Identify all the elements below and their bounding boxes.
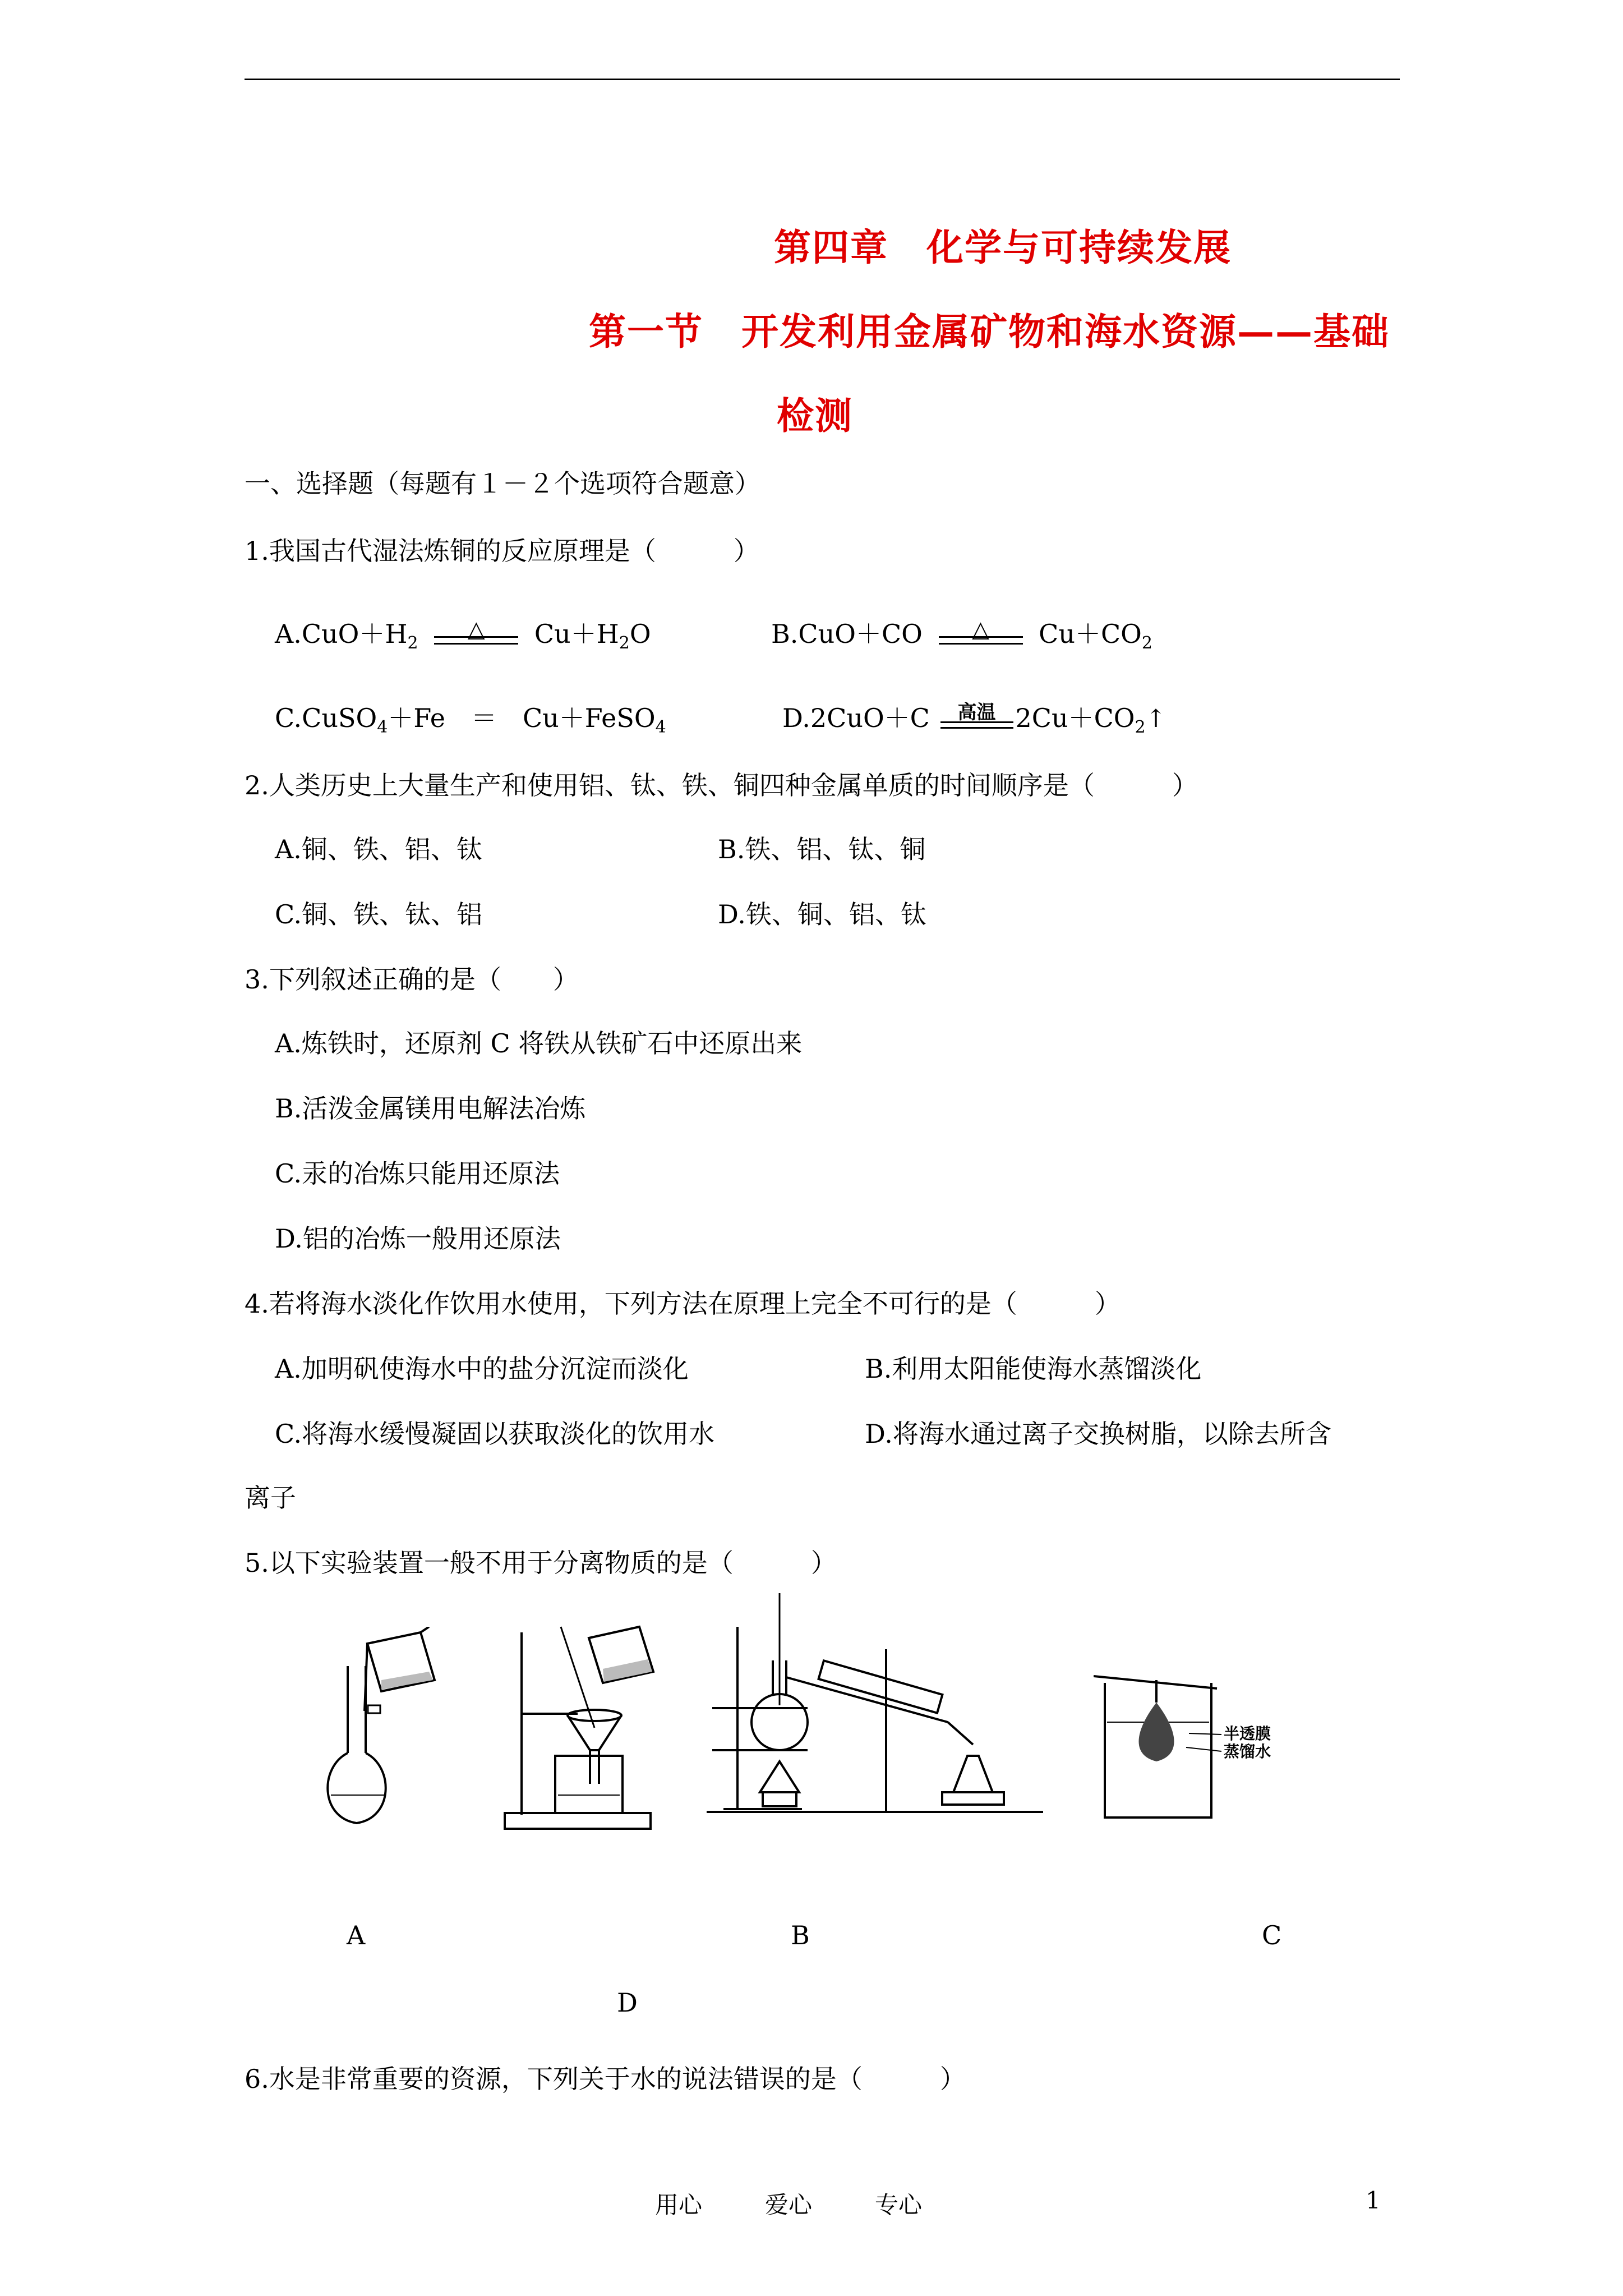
heat-condition-equals — [939, 616, 1023, 653]
heat-condition-equals — [434, 616, 518, 653]
section-title-line1: 第一节 开发利用金属矿物和海水资源——基础 — [589, 310, 1390, 353]
q2-option-a: A.铜、铁、铝、钛 — [275, 834, 482, 864]
q4-option-d: D.将海水通过离子交换树脂，以除去所含 — [865, 1419, 1331, 1449]
part-heading: 一、选择题（每题有１－２个选项符合题意） — [245, 468, 760, 499]
q5-label-b: B — [791, 1920, 810, 1950]
q6-stem: 6.水是非常重要的资源，下列关于水的说法错误的是（ ） — [245, 2064, 966, 2094]
triangle-icon: △ — [467, 616, 485, 642]
q1-option-d: D.2CuO＋C 高温 $2Cu+CO_2↑$ — [782, 701, 1166, 737]
footer-word-3: 专心 — [875, 2191, 923, 2219]
distilled-water-label: 蒸馏水 — [1224, 1742, 1271, 1761]
q3-stem: 3.下列叙述正确的是（ ） — [245, 964, 579, 995]
q2-option-d: D.铁、铜、铝、钛 — [718, 899, 926, 930]
q2-stem: 2.人类历史上大量生产和使用铝、钛、铁、铜四种金属单质的时间顺序是（ ） — [245, 770, 1198, 800]
q5-label-a: A — [347, 1920, 366, 1950]
filtration-apparatus — [494, 1616, 679, 1840]
semipermeable-bag — [1139, 1703, 1174, 1761]
q4-stem: 4.若将海水淡化作饮用水使用，下列方法在原理上完全不可行的是（ ） — [245, 1289, 1121, 1319]
q3-option-a: A.炼铁时，还原剂 C 将铁从铁矿石中还原出来 — [275, 1028, 803, 1059]
q4-option-b: B.利用太阳能使海水蒸馏淡化 — [865, 1354, 1202, 1384]
q1-stem: 1.我国古代湿法炼铜的反应原理是（ ） — [245, 536, 759, 566]
distillation-apparatus — [707, 1593, 1066, 1834]
high-temp-condition-equals: 高温 — [940, 703, 1013, 737]
q1-option-a: $A.CuO+H_2$ △ $Cu+H_2O$ — [275, 617, 651, 660]
q4-option-a: A.加明矾使海水中的盐分沉淀而淡化 — [275, 1354, 689, 1384]
chapter-title: 第四章 化学与可持续发展 — [774, 226, 1232, 269]
page-number: 1 — [1366, 2187, 1381, 2214]
triangle-icon: △ — [972, 616, 989, 642]
q3-option-b: B.活泼金属镁用电解法冶炼 — [275, 1093, 586, 1124]
q2-option-b: B.铁、铝、钛、铜 — [718, 834, 926, 864]
header-rule — [245, 79, 1400, 80]
q1-option-b: B.CuO＋CO △ $Cu+CO_2$ — [771, 617, 1152, 660]
q4-option-d-continued: 离子 — [245, 1483, 296, 1513]
q5-stem: 5.以下实验装置一般不用于分离物质的是（ ） — [245, 1548, 837, 1578]
volumetric-flask-apparatus — [314, 1627, 454, 1840]
q3-option-c: C.汞的冶炼只能用还原法 — [275, 1158, 560, 1189]
footer-word-1: 用心 — [655, 2191, 703, 2219]
q5-label-c: C — [1262, 1920, 1282, 1950]
q2-option-c: C.铜、铁、钛、铝 — [275, 899, 483, 930]
membrane-label: 半透膜 — [1224, 1724, 1271, 1743]
q4-option-c: C.将海水缓慢凝固以获取淡化的饮用水 — [275, 1419, 715, 1449]
section-title-line2: 检测 — [777, 394, 853, 438]
q3-option-d: D.铝的冶炼一般用还原法 — [275, 1223, 561, 1254]
gas-up-arrow-icon: ↑ — [1145, 705, 1166, 733]
q1-option-c: C.CuSO$_4$＋Fe ＝ Cu＋FeSO$_4$ — [275, 703, 666, 737]
q5-label-d: D — [617, 1987, 638, 2018]
footer-word-2: 爱心 — [765, 2191, 813, 2219]
dialysis-apparatus — [1094, 1672, 1295, 1840]
